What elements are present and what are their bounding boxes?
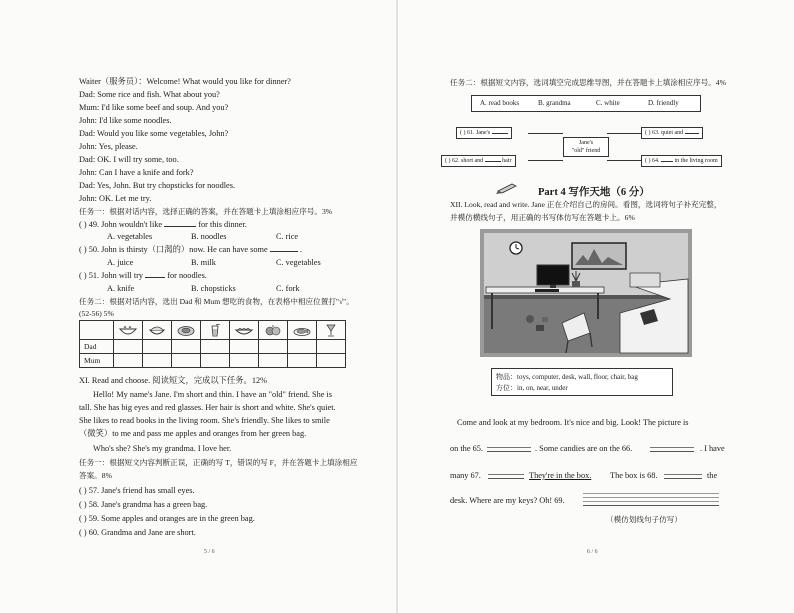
map-edge	[528, 160, 563, 161]
bedroom-picture	[480, 229, 692, 357]
imitate-note: （模仿划线句子仿写）	[606, 515, 682, 524]
answer-blank[interactable]	[661, 161, 673, 162]
clock-icon	[510, 242, 522, 254]
map-node-62: ( ) 62. short and hair	[441, 155, 516, 167]
pencil-icon	[496, 182, 518, 194]
dialogue-line: Dad: Yes, John. But try chopsticks for noodles.	[79, 181, 236, 190]
answer-line-66[interactable]	[650, 447, 694, 448]
map-center: Jane's "old" friend	[563, 137, 609, 157]
answer-line-68b[interactable]	[664, 478, 702, 479]
passage-line: （微笑）to me and pass me apples and oranges from her green bag.	[79, 429, 307, 438]
writing-line-2c: . I have	[700, 444, 725, 453]
passage-line: Who's she? She's my grandma. I love her.	[93, 444, 232, 453]
option-b: B. grandma	[538, 99, 571, 107]
map-node-61: ( ) 61. Jane's	[456, 127, 512, 139]
task1b-instruction: 任务一：根据短文内容判断正误，正确的写 T，错误的写 F，并在答题卡上填涂相应	[79, 458, 358, 467]
option: C. rice	[276, 232, 299, 241]
answer-blank[interactable]	[685, 133, 699, 134]
tick-cell[interactable]	[143, 340, 172, 354]
tick-cell[interactable]	[172, 354, 201, 368]
tf-question-58	[79, 499, 207, 510]
option: B. milk	[191, 258, 216, 267]
writing-line-4: desk. Where are my keys? Oh! 69.	[450, 496, 565, 505]
option: A. vegetables	[107, 232, 153, 241]
juice-icon	[205, 324, 225, 337]
answer-line-69d[interactable]	[583, 505, 719, 506]
dialogue-line: Dad: Would you like some vegetables, John?	[79, 129, 229, 138]
dialogue-line: Dad: Some rice and fish. What about you?	[79, 90, 220, 99]
tick-cell[interactable]	[230, 340, 259, 354]
model-sentence: They're in the box.	[529, 471, 592, 480]
writing-line-3d: the	[707, 471, 718, 480]
page-fold	[396, 0, 398, 613]
answer-blank[interactable]	[164, 226, 196, 227]
word-box	[491, 368, 673, 396]
dialogue-line: John: Yes, please.	[79, 142, 138, 151]
writing-line-2a: on the 65.	[450, 444, 483, 453]
table-row-label: Dad	[80, 340, 114, 354]
xii-instruction: 并模仿横线句子，用正确的书写体仿写在答题卡上。6%	[450, 213, 635, 222]
page-number: 5 / 6	[204, 549, 215, 555]
answer-line-67b[interactable]	[488, 478, 524, 479]
answer-paren[interactable]: ( )	[645, 158, 651, 164]
dialogue-line: Waiter（服务员）：Welcome! What would you like for dinner?	[79, 77, 291, 86]
tf-text: 57. Jane's friend has small eyes.	[88, 486, 195, 495]
dialogue-line: John: Can I have a knife and fork?	[79, 168, 194, 177]
question-51	[79, 270, 207, 281]
question-stem: 49. John wouldn't like	[88, 220, 163, 229]
task2-instruction: 任务二：根据对话内容，选出 Dad 和 Mum 想吃的食物，在表格中相应位置打"√"。	[79, 297, 354, 306]
word-box-positions: 方位：in, on, near, under	[496, 384, 568, 392]
fish-icon	[292, 324, 312, 337]
answer-blank[interactable]	[492, 133, 508, 134]
answer-blank[interactable]	[270, 251, 298, 252]
dialogue-line: John: OK. Let me try.	[79, 194, 152, 203]
writing-line-3c: The box is 68.	[610, 471, 658, 480]
answer-line-69c[interactable]	[583, 501, 719, 502]
question-50	[79, 244, 302, 255]
answer-paren[interactable]: ( )	[79, 528, 87, 537]
option-d: D. friendly	[648, 99, 679, 107]
part4-title: Part 4 写作天地（6 分）	[538, 187, 650, 198]
option: C. vegetables	[276, 258, 321, 267]
writing-line-3a: many 67.	[450, 471, 481, 480]
tick-cell[interactable]	[288, 340, 317, 354]
question-stem: for this dinner.	[198, 220, 247, 229]
task1-instruction: 任务一：根据对话内容，选择正确的答案，并在答题卡上填涂相应序号。3%	[79, 207, 333, 216]
option-c: C. white	[596, 99, 620, 107]
passage-line: She likes to read books in the living room. She's friendly. She likes to smile	[79, 416, 330, 425]
wall-picture-icon	[572, 243, 626, 269]
tick-cell[interactable]	[317, 340, 346, 354]
rice-icon	[147, 324, 167, 337]
answer-paren[interactable]: ( )	[460, 130, 466, 136]
xii-instruction: XII. Look, read and write. Jane 正在介绍自己的房间。看图，选词将句子补充完整，	[450, 200, 722, 209]
tf-text: 59. Some apples and oranges are in the green bag.	[88, 514, 255, 523]
tick-cell[interactable]	[259, 354, 288, 368]
tick-cell[interactable]	[201, 340, 230, 354]
tf-question-60	[79, 527, 196, 538]
answer-paren[interactable]: ( )	[79, 500, 87, 509]
tick-cell[interactable]	[201, 354, 230, 368]
answer-blank[interactable]	[145, 277, 165, 278]
writing-line-1: Come and look at my bedroom. It's nice and big. Look! The picture is	[457, 418, 689, 427]
tf-question-59	[79, 513, 255, 524]
option: C. fork	[276, 284, 300, 293]
task1b-instruction: 答案。8%	[79, 471, 112, 480]
answer-line-65b[interactable]	[487, 451, 531, 452]
page-number: 6 / 6	[587, 549, 598, 555]
option: A. juice	[107, 258, 134, 267]
tick-cell[interactable]	[172, 340, 201, 354]
answer-paren[interactable]: ( )	[645, 130, 651, 136]
tick-cell[interactable]	[288, 354, 317, 368]
answer-line-69[interactable]	[583, 493, 719, 494]
question-49	[79, 219, 247, 230]
answer-paren[interactable]: ( )	[79, 245, 87, 254]
section-title-xi: XI. Read and choose. 阅读短文，完成以下任务。12%	[79, 376, 268, 385]
task2-score: (52-56) 5%	[79, 309, 114, 318]
answer-paren[interactable]: ( )	[79, 220, 87, 229]
word-box-items: 物品：toys, computer, desk, wall, floor, chair, bag	[496, 373, 638, 381]
question-stem: 51. John will try	[88, 271, 144, 280]
passage-line: Hello! My name's Jane. I'm short and thin. I have an "old" friend. She is	[93, 390, 333, 399]
answer-blank[interactable]	[485, 161, 501, 162]
answer-paren[interactable]: ( )	[445, 158, 451, 164]
option: B. chopsticks	[191, 284, 236, 293]
tf-text: 60. Grandma and Jane are short.	[88, 528, 196, 537]
noodles-icon	[234, 324, 254, 337]
option: A. knife	[107, 284, 135, 293]
dialogue-line: John: I'd like some noodles.	[79, 116, 172, 125]
food-table	[79, 320, 346, 368]
answer-line-66b[interactable]	[650, 451, 694, 452]
map-edge	[607, 160, 642, 161]
map-node-64: ( ) 64. in the living room	[641, 155, 722, 167]
tf-text: 58. Jane's grandma has a green bag.	[88, 500, 208, 509]
tick-cell[interactable]	[259, 340, 288, 354]
soup-bowl-icon	[118, 324, 138, 337]
question-stem: .	[299, 245, 302, 254]
table-row-label: Mum	[80, 354, 114, 368]
dialogue-line: Dad: OK. I will try some, too.	[79, 155, 179, 164]
question-stem: for noodles.	[167, 271, 207, 280]
passage-line: tall. She has big eyes and red glasses. Her hair is short and white. She's quiet.	[79, 403, 336, 412]
task2-instruction: 任务二：根据短文内容，选词填空完成思维导图，并在答题卡上填涂相应序号。4%	[450, 78, 726, 87]
beef-icon	[176, 324, 196, 337]
map-edge	[528, 133, 563, 134]
answer-line-65[interactable]	[487, 447, 531, 448]
tick-cell[interactable]	[230, 354, 259, 368]
tick-cell[interactable]	[114, 354, 143, 368]
vegetables-icon	[263, 324, 283, 337]
tick-cell[interactable]	[317, 354, 346, 368]
answer-line-68[interactable]	[664, 474, 702, 475]
option: B. noodles	[191, 232, 227, 241]
answer-line-67[interactable]	[488, 474, 524, 475]
answer-paren[interactable]: ( )	[79, 271, 87, 280]
tick-cell[interactable]	[114, 340, 143, 354]
map-edge	[607, 133, 642, 134]
cocktail-icon	[321, 324, 341, 337]
tf-question-57	[79, 485, 195, 496]
map-node-63: ( ) 63. quiet and	[641, 127, 703, 139]
writing-line-2b: . Some candies are on the 66.	[535, 444, 633, 453]
option-a: A. read books	[480, 99, 520, 107]
dialogue-line: Mum: I'd like some beef and soup. And you?	[79, 103, 229, 112]
tick-cell[interactable]	[143, 354, 172, 368]
answer-paren[interactable]: ( )	[79, 486, 87, 495]
table-corner	[80, 321, 114, 340]
answer-line-69b[interactable]	[583, 497, 719, 498]
options-box	[471, 95, 701, 112]
answer-paren[interactable]: ( )	[79, 514, 87, 523]
question-stem: 50. John is thirsty（口渴的）now. He can have some	[88, 245, 268, 254]
